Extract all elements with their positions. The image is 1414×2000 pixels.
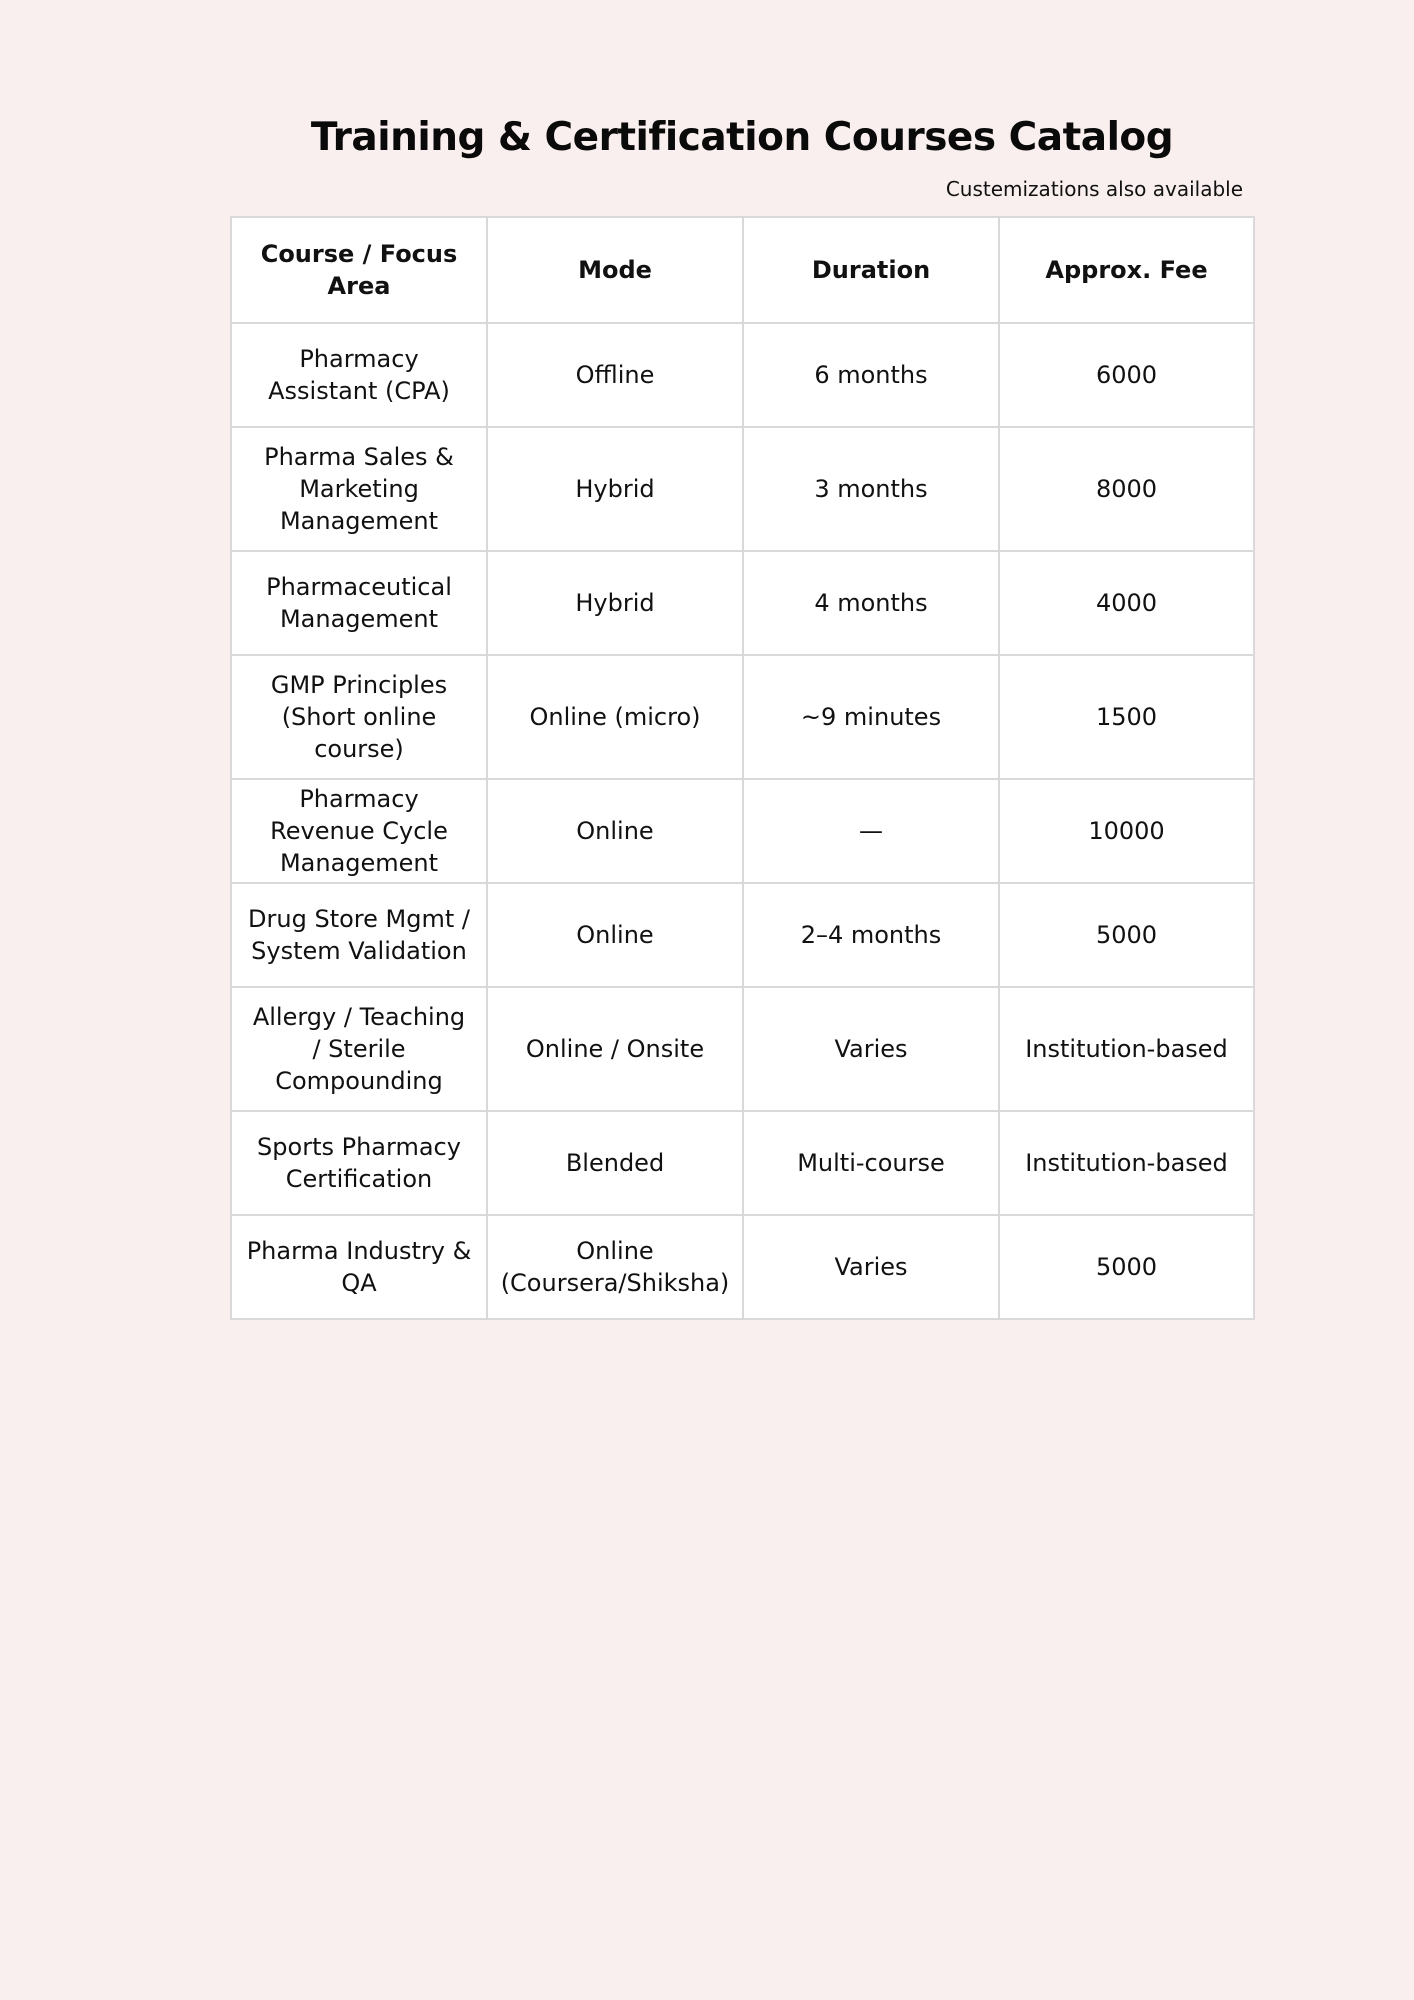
- table-row: [231, 551, 1254, 655]
- table-row: [231, 427, 1254, 551]
- duration-cell: 4 months: [743, 551, 999, 655]
- course-cell: Pharmacy Assistant (CPA): [231, 323, 487, 427]
- duration-cell: 3 months: [743, 427, 999, 551]
- table-header-row: [231, 217, 1254, 323]
- fee-cell: Institution-based: [999, 987, 1254, 1111]
- mode-cell: Hybrid: [487, 427, 743, 551]
- course-cell: Pharmaceutical Management: [231, 551, 487, 655]
- course-cell: Drug Store Mgmt / System Validation: [231, 883, 487, 987]
- header-fee: Approx. Fee: [999, 217, 1254, 323]
- duration-cell: Varies: [743, 987, 999, 1111]
- mode-cell: Blended: [487, 1111, 743, 1215]
- course-cell: GMP Principles (Short online course): [231, 655, 487, 779]
- fee-cell: 6000: [999, 323, 1254, 427]
- table-row: [231, 1111, 1254, 1215]
- header-course: Course / Focus Area: [231, 217, 487, 323]
- page-title: Training & Certification Courses Catalog: [310, 115, 1174, 160]
- course-cell: Allergy / Teaching / Sterile Compounding: [231, 987, 487, 1111]
- course-cell: Sports Pharmacy Certification: [231, 1111, 487, 1215]
- courses-table: [230, 216, 1255, 1320]
- course-cell: Pharmacy Revenue Cycle Management: [231, 779, 487, 883]
- duration-cell: ~9 minutes: [743, 655, 999, 779]
- table-row: [231, 987, 1254, 1111]
- mode-cell: Online (Coursera/Shiksha): [487, 1215, 743, 1319]
- course-cell: Pharma Sales & Marketing Management: [231, 427, 487, 551]
- duration-cell: Multi-course: [743, 1111, 999, 1215]
- duration-cell: 2–4 months: [743, 883, 999, 987]
- mode-cell: Online / Onsite: [487, 987, 743, 1111]
- table-row: [231, 1215, 1254, 1319]
- fee-cell: 8000: [999, 427, 1254, 551]
- mode-cell: Online: [487, 883, 743, 987]
- table-row: [231, 779, 1254, 883]
- mode-cell: Hybrid: [487, 551, 743, 655]
- fee-cell: 10000: [999, 779, 1254, 883]
- fee-cell: 4000: [999, 551, 1254, 655]
- duration-cell: —: [743, 779, 999, 883]
- header-duration: Duration: [743, 217, 999, 323]
- mode-cell: Online: [487, 779, 743, 883]
- table-row: [231, 655, 1254, 779]
- mode-cell: Online (micro): [487, 655, 743, 779]
- duration-cell: Varies: [743, 1215, 999, 1319]
- fee-cell: 1500: [999, 655, 1254, 779]
- course-cell: Pharma Industry & QA: [231, 1215, 487, 1319]
- fee-cell: Institution-based: [999, 1111, 1254, 1215]
- header-mode: Mode: [487, 217, 743, 323]
- mode-cell: Offline: [487, 323, 743, 427]
- table-row: [231, 883, 1254, 987]
- customizations-note: Custemizations also available: [945, 177, 1243, 201]
- fee-cell: 5000: [999, 883, 1254, 987]
- duration-cell: 6 months: [743, 323, 999, 427]
- table-row: [231, 323, 1254, 427]
- fee-cell: 5000: [999, 1215, 1254, 1319]
